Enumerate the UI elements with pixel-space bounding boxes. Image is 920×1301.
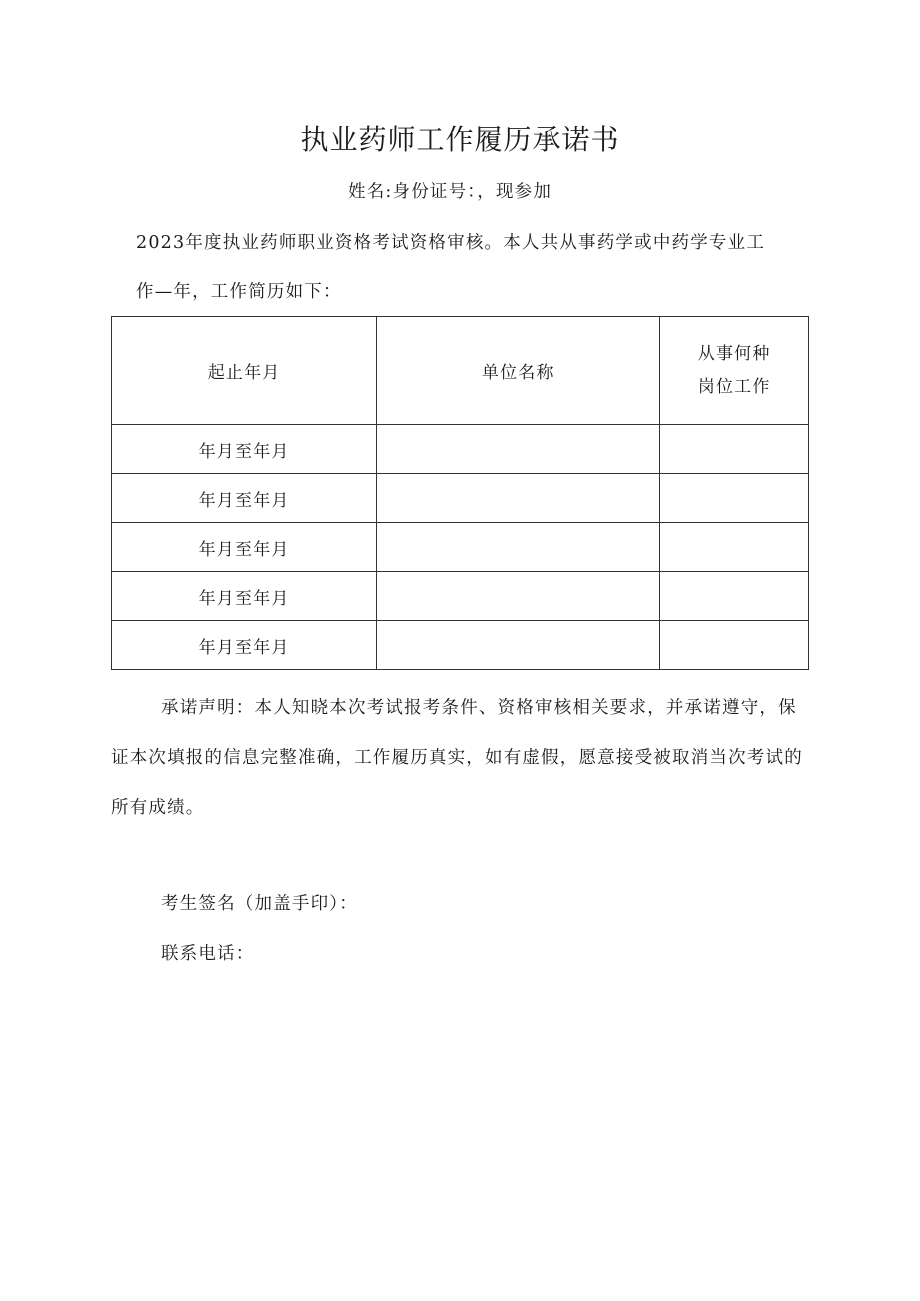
pledge-statement: 承诺声明：本人知晓本次考试报考条件、资格审核相关要求，并承诺遵守，保证本次填报的信息完整准确，工作履历真实，如有虚假，愿意接受被取消当次考试的所有成绩。 xyxy=(111,698,803,818)
table-row xyxy=(112,523,809,572)
phone-label: 联系电话： xyxy=(161,944,255,964)
table-row xyxy=(112,621,809,670)
post-cell[interactable] xyxy=(660,425,809,474)
period-cell[interactable]: 年月至年月 xyxy=(112,572,377,621)
header-post-line2: 岗位工作 xyxy=(697,376,771,397)
post-cell[interactable] xyxy=(660,572,809,621)
post-cell[interactable] xyxy=(660,523,809,572)
post-cell[interactable] xyxy=(660,474,809,523)
table-header-row xyxy=(112,317,809,425)
intro-line-2: 作—年，工作简历如下： xyxy=(136,282,342,302)
unit-cell[interactable] xyxy=(377,474,660,523)
period-cell[interactable]: 年月至年月 xyxy=(112,474,377,523)
header-post-line1: 从事何种 xyxy=(697,344,771,365)
intro-line-1: 2023年度执业药师职业资格考试资格审核。本人共从事药学或中药学专业工 xyxy=(136,233,766,253)
period-cell[interactable]: 年月至年月 xyxy=(112,621,377,670)
header-post xyxy=(660,317,809,425)
signature-label: 考生签名（加盖手印）： xyxy=(161,894,358,914)
document-title: 执业药师工作履历承诺书 xyxy=(300,123,620,156)
unit-cell[interactable] xyxy=(377,425,660,474)
table-row xyxy=(112,474,809,523)
unit-cell[interactable] xyxy=(377,523,660,572)
post-cell[interactable] xyxy=(660,621,809,670)
table-row xyxy=(112,572,809,621)
unit-cell[interactable] xyxy=(377,572,660,621)
header-period: 起止年月 xyxy=(112,317,377,425)
name-id-line: 姓名:身份证号：，现参加 xyxy=(348,182,553,202)
work-history-table xyxy=(111,316,809,670)
period-cell[interactable]: 年月至年月 xyxy=(112,425,377,474)
table-row xyxy=(112,425,809,474)
header-unit-name: 单位名称 xyxy=(377,317,660,425)
period-cell[interactable]: 年月至年月 xyxy=(112,523,377,572)
unit-cell[interactable] xyxy=(377,621,660,670)
